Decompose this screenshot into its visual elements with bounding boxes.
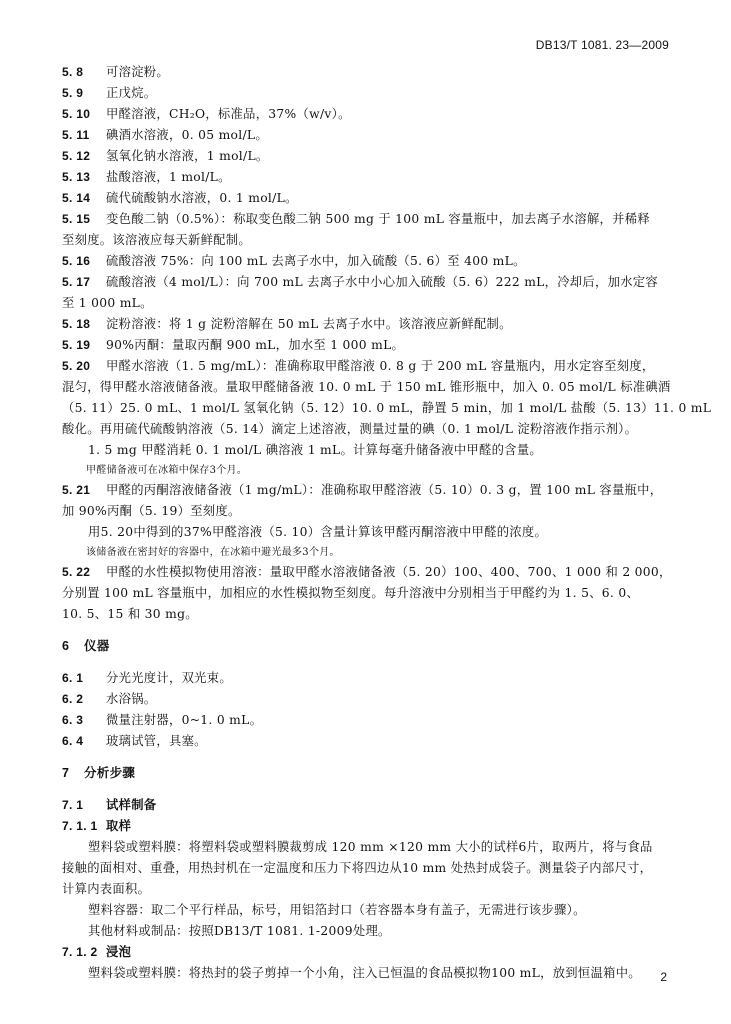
clause-item (62, 480, 674, 501)
clause-item (62, 335, 674, 356)
section-number: 7 (62, 766, 70, 780)
clause-item (62, 272, 674, 293)
paragraph-line: 10. 5、15 和 30 mg。 (62, 607, 198, 621)
clause-number: 6. 3 (62, 713, 84, 727)
clause-item (62, 816, 674, 837)
clause-number: 5. 11 (62, 128, 90, 142)
paragraph-line: 用5. 20中得到的37%甲醛溶液（5. 10）含量计算该甲醛丙酮溶液中甲醛的浓度。 (88, 525, 548, 539)
clause-text: 硫代硫酸钠水溶液，0. 1 mol/L。 (106, 191, 298, 205)
clause-number: 7. 1. 1 (62, 819, 98, 833)
clause-number: 5. 9 (62, 86, 84, 100)
clause-text: 取样 (106, 819, 132, 833)
clause-number: 5. 12 (62, 149, 91, 163)
note-line: 甲醛储备液可在冰箱中保存3个月。 (86, 465, 248, 476)
section-heading (62, 763, 674, 784)
clause-item (62, 188, 674, 209)
page-content (62, 62, 712, 984)
clause-text: 硫酸溶液 75%：向 100 mL 去离子水中，加入硫酸（5. 6）至 400 mL。 (106, 254, 526, 268)
clause-number: 5. 16 (62, 254, 91, 268)
clause-text: 玻璃试管，具塞。 (106, 734, 207, 748)
paragraph-line: 至 1 000 mL。 (62, 296, 153, 310)
paragraph-line: 加 90%丙酮（5. 19）至刻度。 (62, 504, 241, 518)
clause-text: 甲醛的丙酮溶液储备液（1 mg/mL）：准确称取甲醛溶液（5. 10）0. 3 g，置 100 mL 容量瓶中， (106, 483, 663, 497)
page-number: 2 (660, 970, 667, 984)
section-gap (62, 657, 674, 668)
clause-item (62, 125, 674, 146)
paragraph-line: 计算内表面积。 (62, 882, 151, 896)
clause-text: 水浴锅。 (106, 692, 157, 706)
paragraph-line: 1. 5 mg 甲醛消耗 0. 1 mol/L 碘溶液 1 mL。计算每毫升储备液中甲醛的含量。 (88, 443, 543, 457)
section-title: 仪器 (84, 639, 110, 653)
clause-number: 5. 21 (62, 483, 91, 497)
clause-text: 分光光度计，双光束。 (106, 671, 232, 685)
section-gap (62, 752, 674, 763)
clause-item (62, 146, 674, 167)
note-line: 该储备液在密封好的容器中，在冰箱中避光最多3个月。 (86, 547, 340, 558)
clause-number: 5. 17 (62, 275, 91, 289)
section-heading (62, 636, 674, 657)
clause-number: 5. 22 (62, 565, 91, 579)
clause-number: 6. 1 (62, 671, 84, 685)
standard-code-header: DB13/T 1081. 23—2009 (535, 38, 669, 52)
clause-text: 碘酒水溶液，0. 05 mol/L。 (106, 128, 268, 142)
clause-number: 5. 13 (62, 170, 91, 184)
clause-number: 5. 19 (62, 338, 91, 352)
clause-number: 5. 14 (62, 191, 91, 205)
clause-text: 盐酸溶液，1 mol/L。 (106, 170, 231, 184)
clause-number: 5. 10 (62, 107, 91, 121)
paragraph-line: 塑料袋或塑料膜：将塑料袋或塑料膜裁剪成 120 mm ×120 mm 大小的试样6片，取两片，将与食品 (88, 840, 653, 854)
clause-text: 氢氧化钠水溶液，1 mol/L。 (106, 149, 269, 163)
section-title: 分析步骤 (84, 766, 136, 780)
paragraph-line: 塑料袋或塑料膜：将热封的袋子剪掉一个小角，注入已恒温的食品模拟物100 mL，放到恒温箱中。 (88, 966, 641, 980)
section-number: 6 (62, 639, 70, 653)
paragraph-line: 混匀，得甲醛水溶液储备液。量取甲醛储备液 10. 0 mL 于 150 mL 锥形瓶中，加入 0. 05 mol/L 标准碘酒 (62, 380, 671, 394)
section-gap (62, 784, 674, 795)
clause-text: 甲醛水溶液（1. 5 mg/mL）：准确称取甲醛溶液 0. 8 g 于 200 mL 容量瓶内，用水定容至刻度， (106, 359, 655, 373)
clause-item (62, 251, 674, 272)
clause-item (62, 167, 674, 188)
paragraph-line: 酸化。再用硫代硫酸钠溶液（5. 14）滴定上述溶液，测量过量的碘（0. 1 mol/L 淀粉溶液作指示剂）。 (62, 422, 638, 436)
clause-item (62, 795, 674, 816)
clause-number: 7. 1. 2 (62, 945, 98, 959)
clause-item (62, 942, 674, 963)
clause-text: 淀粉溶液：将 1 g 淀粉溶解在 50 mL 去离子水中。该溶液应新鲜配制。 (106, 317, 512, 331)
clause-number: 5. 20 (62, 359, 91, 373)
clause-text: 甲醛的水性模拟物使用溶液：量取甲醛水溶液储备液（5. 20）100、400、700、1 000 和 2 000， (106, 565, 672, 579)
paragraph-line: 其他材料或制品：按照DB13/T 1081. 1-2009处理。 (88, 924, 391, 938)
clause-item (62, 668, 674, 689)
clause-text: 甲醛溶液，CH₂O，标准品，37%（w/v）。 (106, 107, 351, 121)
clause-item (62, 83, 674, 104)
clause-text: 试样制备 (106, 798, 157, 812)
clause-item (62, 731, 674, 752)
clause-item (62, 314, 674, 335)
clause-text: 可溶淀粉。 (106, 65, 169, 79)
clause-text: 正戊烷。 (106, 86, 157, 100)
clause-number: 6. 2 (62, 692, 84, 706)
clause-number: 5. 15 (62, 212, 91, 226)
clause-item (62, 62, 674, 83)
section-gap (62, 625, 674, 636)
paragraph-line: 至刻度。该溶液应每天新鲜配制。 (62, 233, 251, 247)
clause-item (62, 710, 674, 731)
clause-text: 90%丙酮：量取丙酮 900 mL，加水至 1 000 mL。 (106, 338, 405, 352)
paragraph-line: 分别置 100 mL 容量瓶中，加相应的水性模拟物至刻度。每升溶液中分别相当于甲醛约为 1. 5、6. 0、 (62, 586, 640, 600)
clause-text: 变色酸二钠（0.5%）：称取变色酸二钠 500 mg 于 100 mL 容量瓶中，加去离子水溶解，并稀释 (106, 212, 650, 226)
paragraph-line: 接触的面相对、重叠，用热封机在一定温度和压力下将四边从10 mm 处热封成袋子。测量袋子内部尺寸， (62, 861, 653, 875)
clause-text: 硫酸溶液（4 mol/L）：向 700 mL 去离子水中小心加入硫酸（5. 6）222 mL，冷却后，加水定容 (106, 275, 658, 289)
paragraph-line: 塑料容器：取二个平行样品，标号，用铝箔封口（若容器本身有盖子，无需进行该步骤）。 (88, 903, 586, 917)
clause-item (62, 104, 674, 125)
clause-item (62, 356, 674, 377)
clause-item (62, 209, 674, 230)
clause-item (62, 562, 674, 583)
clause-number: 7. 1 (62, 798, 84, 812)
clause-text: 微量注射器，0~1. 0 mL。 (106, 713, 263, 727)
clause-item (62, 689, 674, 710)
clause-text: 浸泡 (106, 945, 132, 959)
paragraph-line: （5. 11）25. 0 mL、1 mol/L 氢氧化钠（5. 12）10. 0 mL，静置 5 min，加 1 mol/L 盐酸（5. 13）11. 0 mL (62, 401, 712, 415)
clause-number: 5. 8 (62, 65, 84, 79)
clause-number: 6. 4 (62, 734, 84, 748)
clause-number: 5. 18 (62, 317, 91, 331)
